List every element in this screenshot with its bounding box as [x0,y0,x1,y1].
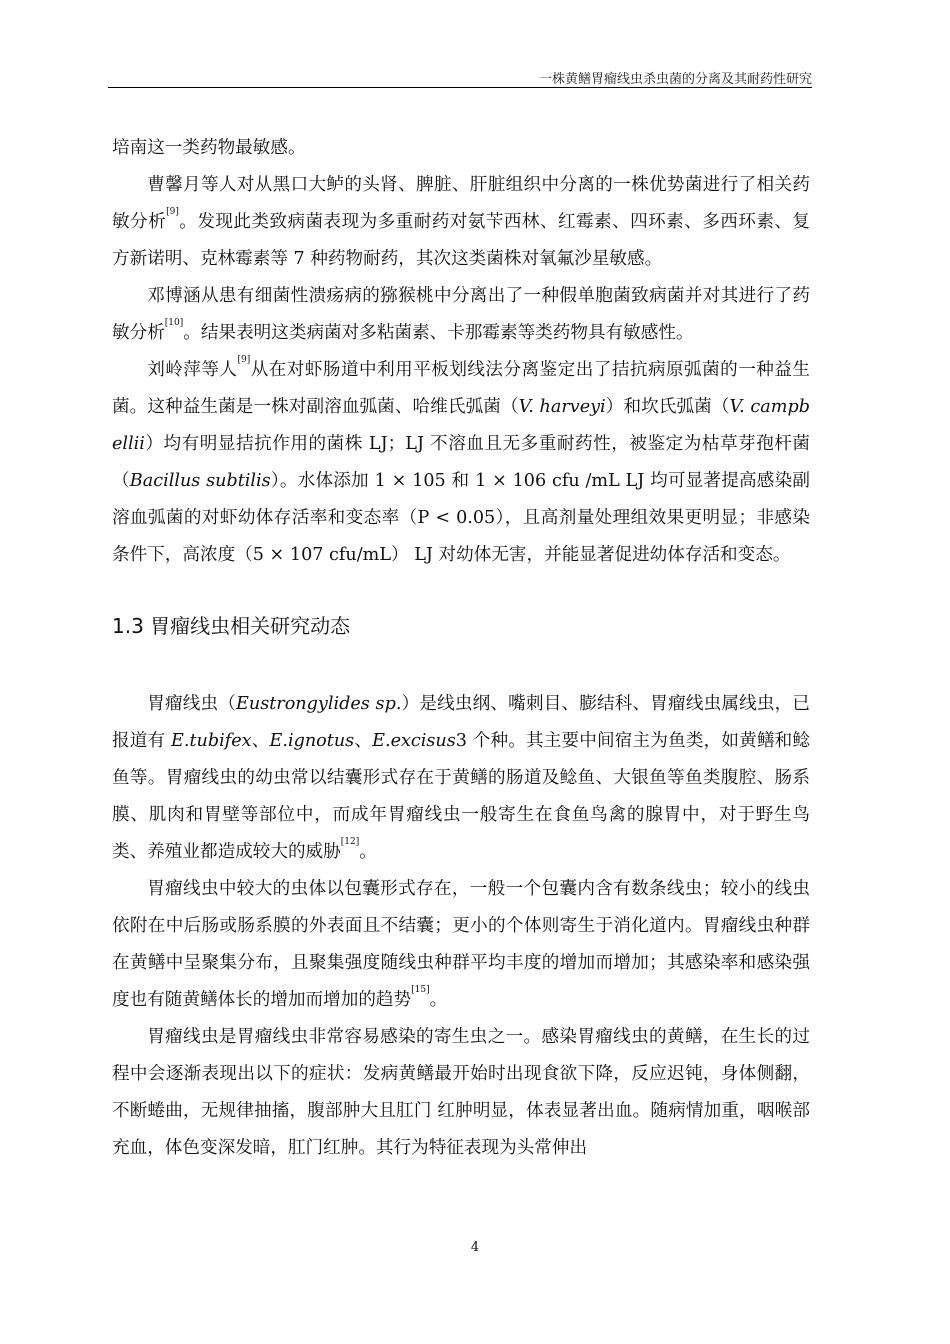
text-run: ）均有明显拮抗作用的菌株 LJ；LJ 不溶血且无多重耐药性，被鉴定为枯草芽孢杆菌（ [112,434,810,491]
citation-ref: [9] [166,207,179,217]
section-heading: 1.3 胃瘤线虫相关研究动态 [112,614,351,638]
paragraph-symptoms [112,1019,810,1167]
species-name: E.tubifex [171,731,252,751]
text-run: 3 个种。其主要中间宿主为鱼类，如黄鳝和鲶鱼等。胃瘤线虫的幼虫常以结囊形式存在于黄鳝的肠道及鲶鱼、大银鱼等鱼类腹腔、肠系膜、肌肉和胃壁等部位中，而成年胃瘤线虫一般寄生在食鱼鸟禽的腺胃中，对于野生鸟类、养殖业都造成较大的威胁 [112,731,810,862]
citation-ref: [10] [164,318,184,328]
species-name: V. harveyi [518,397,606,417]
species-name: E.excisus [372,731,456,751]
text-run: 、 [251,731,270,751]
text-run: 曹馨月等人对从黑口大鲈的头肾、脾脏、肝脏组织中分离的一株优势菌进行了相关药敏分析 [112,175,810,232]
text-run: 培南这一类药物最敏感。 [112,138,306,158]
page-number: 4 [470,1240,480,1255]
page-body [112,130,810,1167]
paragraph-deng [112,278,810,352]
text-run: ）和坎氏弧菌（ [605,397,730,417]
paragraph-continued [112,130,810,167]
text-run: ）是线虫纲、嘴刺目、膨结科、胃瘤线虫属线虫，已报道有 [112,694,810,751]
text-run: 。 [429,990,448,1010]
text-run: 。结果表明这类病菌对多粘菌素、卡那霉素等类药物具有敏感性。 [183,323,694,343]
text-run: 。发现此类致病菌表现为多重耐药对氨苄西林、红霉素、四环素、多西环素、复方新诺明、克林霉素等 7 种药物耐药，其次这类菌株对氧氟沙星敏感。 [112,212,810,269]
text-run: 、 [354,731,373,751]
text-run: 邓博涵从患有细菌性溃疡病的猕猴桃中分离出了一种假单胞菌致病菌并对其进行了药敏分析 [112,286,810,343]
species-name: E.ignotus [269,731,355,751]
species-name: V. campbellii [112,397,810,454]
paragraph-eustrongylides [112,686,810,871]
species-name: Bacillus subtilis [129,471,271,491]
running-header: 一株黄鳝胃瘤线虫杀虫菌的分离及其耐药性研究 [538,72,812,87]
text-run: 胃瘤线虫是胃瘤线虫非常容易感染的寄生虫之一。感染胃瘤线虫的黄鳝，在生长的过程中会逐渐表现出以下的症状：发病黄鳝最开始时出现食欲下降，反应迟钝，身体侧翻，不断蜷曲，无规律抽搐，腹部肿大且肛门 红肿明显，体表显著出血。随病情加重，咽喉部充血，体色变深发暗，肛门红肿。其行为特征表现为头常伸出 [112,1027,810,1158]
citation-ref: [12] [340,837,360,847]
text-run: 胃瘤线虫中较大的虫体以包囊形式存在，一般一个包囊内含有数条线虫；较小的线虫依附在中后肠或肠系膜的外表面且不结囊；更小的个体则寄生于消化道内。胃瘤线虫种群在黄鳝中呈聚集分布，且聚集强度随线虫种群平均丰度的增加而增加；其感染率和感染强度也有随黄鳝体长的增加而增加的趋势 [112,879,810,1010]
species-name: Eustrongylides sp. [236,694,402,714]
paragraph-liu [112,352,810,574]
text-run: 胃瘤线虫（ [147,694,237,714]
text-run: ）。水体添加 1 × 105 和 1 × 106 cfu /mL LJ 均可显著提高感染副溶血弧菌的对虾幼体存活率和变态率（P < 0.05），且高剂量处理组效果更明显；非感染条件下，高浓度（5 × 107 cfu/mL） LJ 对幼体无害，并能显著促进幼体存活和变态。 [112,471,810,565]
citation-ref: [9] [237,355,251,365]
text-run: 刘岭萍等人 [147,360,238,380]
text-run: 。 [359,842,377,862]
header-rule [108,87,812,88]
paragraph-distribution [112,871,810,1019]
text-run: 从在对虾肠道中利用平板划线法分离鉴定出了拮抗病原弧菌的一种益生菌。这种益生菌是一株对副溶血弧菌、哈维氏弧菌（ [112,360,810,417]
citation-ref: [15] [411,985,430,995]
paragraph-cao [112,167,810,278]
